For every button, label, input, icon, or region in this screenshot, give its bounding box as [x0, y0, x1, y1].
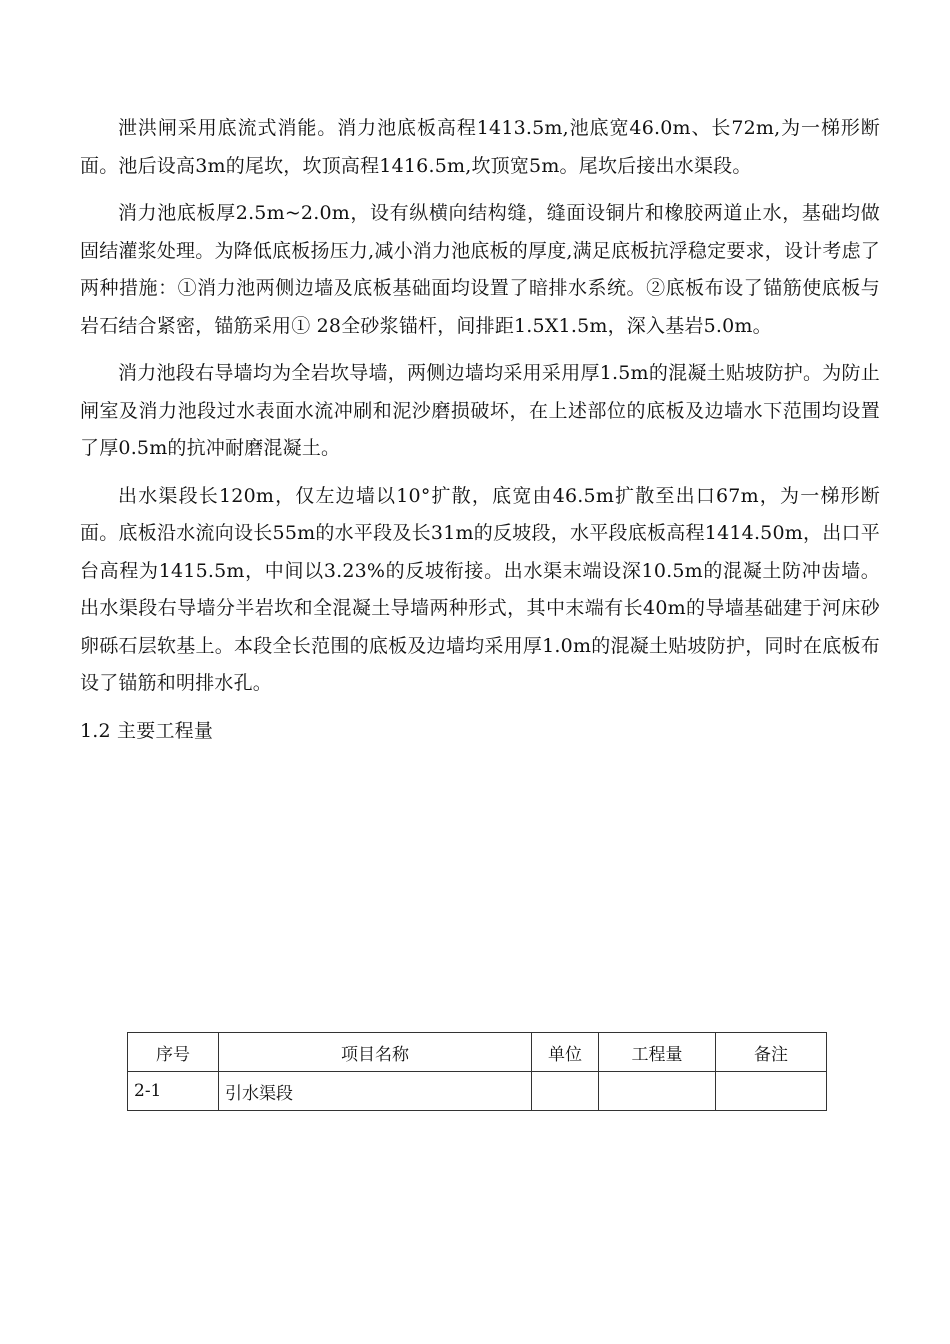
- table-cell-remarks: [716, 1072, 827, 1111]
- document-body: [80, 110, 880, 750]
- column-header-quantity: 工程量: [599, 1033, 716, 1072]
- paragraph: 泄洪闸采用底流式消能。消力池底板高程1413.5m,池底宽46.0m、长72m,为一梯形断面。池后设高3m的尾坎，坎顶高程1416.5m,坎顶宽5m。尾坎后接出水渠段。: [80, 117, 880, 177]
- table-cell-unit: [532, 1072, 599, 1111]
- column-header-unit: 单位: [532, 1033, 599, 1072]
- table-row: [128, 1072, 827, 1111]
- paragraph: 消力池底板厚2.5m~2.0m，设有纵横向结构缝，缝面设铜片和橡胶两道止水，基础均做固结灌浆处理。为降低底板扬压力,减小消力池底板的厚度,满足底板抗浮稳定要求，设计考虑了两种措施：①消力池两侧边墙及底板基础面均设置了暗排水系统。②底板布设了锚筋使底板与岩石结合紧密，锚筋采用① 28全砂浆锚杆，间排距1.5X1.5m，深入基岩5.0m。: [80, 202, 880, 337]
- quantities-table: [127, 1032, 827, 1111]
- column-header-remarks: 备注: [716, 1033, 827, 1072]
- table-header-row: [128, 1033, 827, 1072]
- table-cell-item-name: 引水渠段: [219, 1072, 532, 1111]
- section-heading: 1.2 主要工程量: [80, 719, 214, 742]
- paragraph: 出水渠段长120m，仅左边墙以10°扩散，底宽由46.5m扩散至出口67m，为一梯形断面。底板沿水流向设长55m的水平段及长31m的反坡段，水平段底板高程1414.50m，出口平台高程为1415.5m，中间以3.23%的反坡衔接。出水渠末端设深10.5m的混凝土防冲齿墙。出水渠段右导墙分半岩坎和全混凝土导墙两种形式，其中末端有长40m的导墙基础建于河床砂卵砾石层软基上。本段全长范围的底板及边墙均采用厚1.0m的混凝土贴坡防护，同时在底板布设了锚筋和明排水孔。: [80, 484, 880, 694]
- column-header-item-name: 项目名称: [219, 1033, 532, 1072]
- table-cell-index: 2-1: [128, 1072, 219, 1111]
- paragraph: 消力池段右导墙均为全岩坎导墙，两侧边墙均采用采用厚1.5m的混凝土贴坡防护。为防止闸室及消力池段过水表面水流冲刷和泥沙磨损破坏，在上述部位的底板及边墙水下范围均设置了厚0.5m的抗冲耐磨混凝土。: [80, 362, 880, 459]
- table-cell-quantity: [599, 1072, 716, 1111]
- column-header-index: 序号: [128, 1033, 219, 1072]
